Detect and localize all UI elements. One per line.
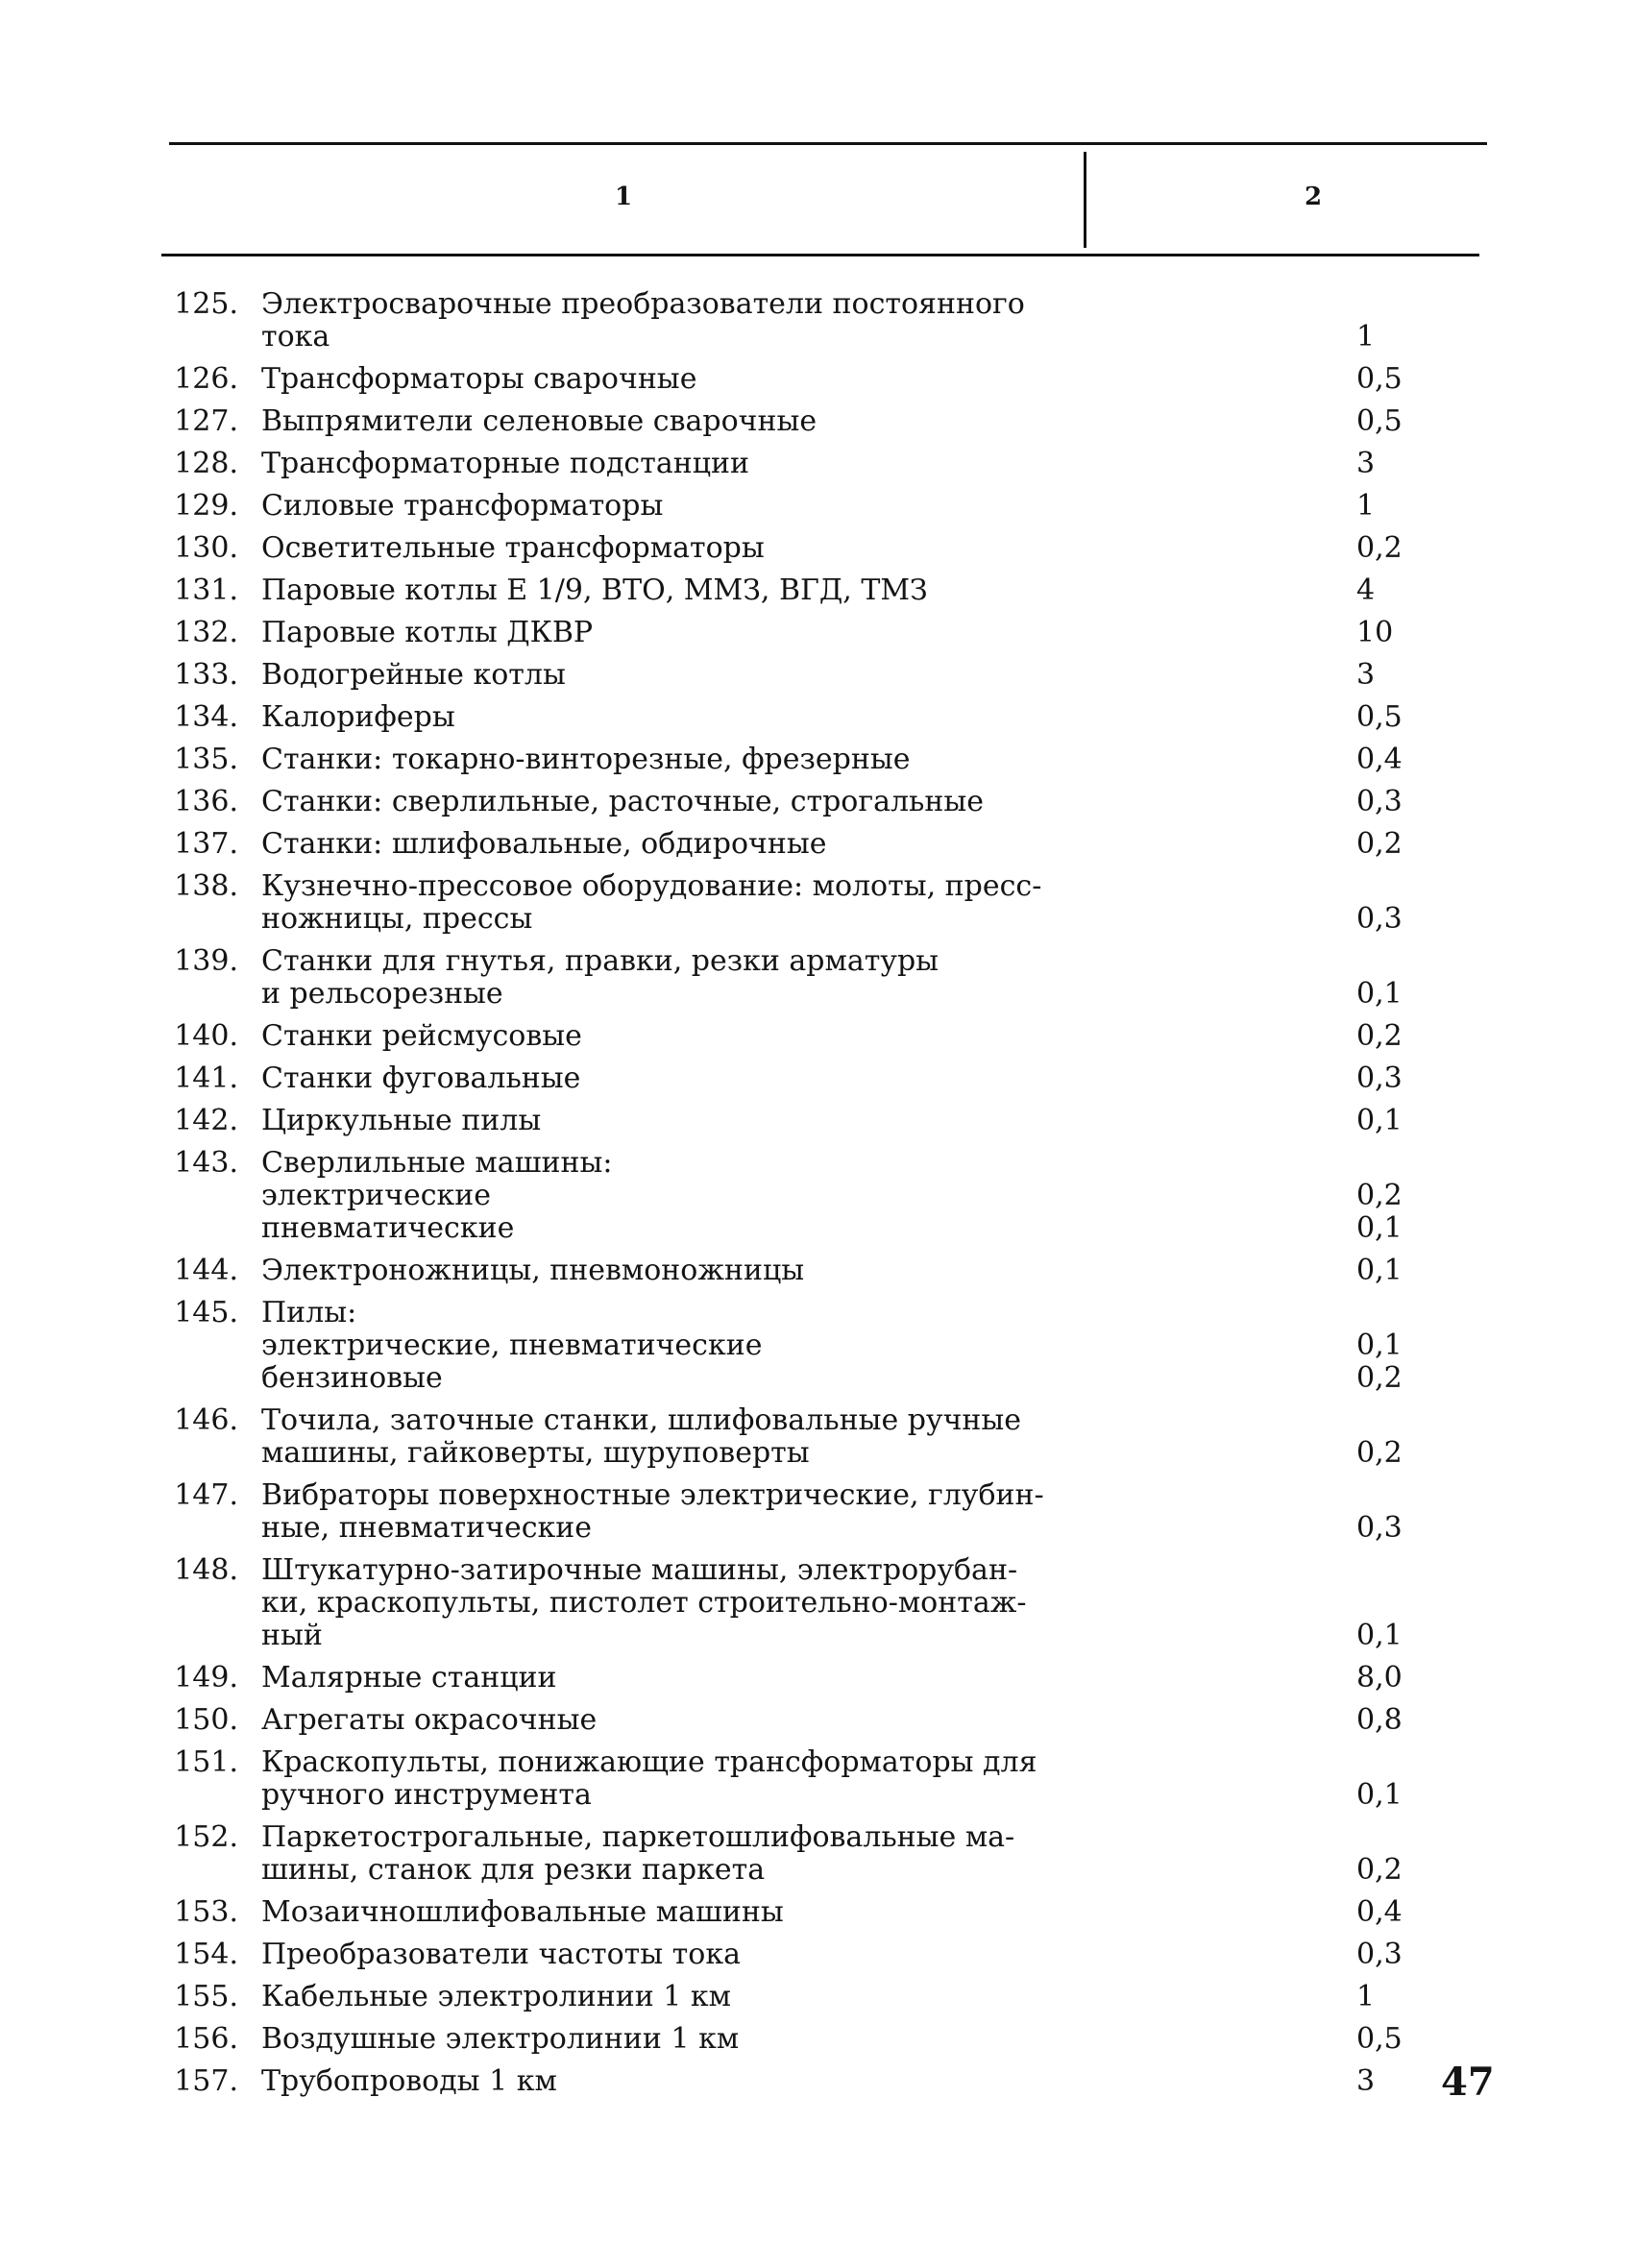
- description-text: Точила, заточные станки, шлифовальные ручные: [261, 1403, 1022, 1437]
- item-description: [261, 1403, 1403, 1470]
- item-number: 142.: [174, 1104, 238, 1137]
- description-text: машины, гайковерты, шуруповерты: [261, 1436, 810, 1470]
- norm-value: 0,1: [1356, 1254, 1403, 1287]
- table-row: [161, 1980, 1376, 2023]
- norm-value: 0,2: [1356, 1361, 1403, 1395]
- description-text: шины, станок для резки паркета: [261, 1853, 766, 1887]
- column-header-1: 1: [615, 183, 633, 211]
- description-line: [261, 1661, 1403, 1695]
- item-number: 132.: [174, 616, 238, 649]
- item-description: [261, 1938, 1403, 1971]
- description-text: Трансформаторные подстанции: [261, 447, 749, 480]
- description-line: [261, 1479, 1222, 1512]
- norm-value: 1: [1356, 1980, 1376, 2013]
- description-line: [261, 1938, 1403, 1971]
- description-text: Электроножницы, пневмоножницы: [261, 1254, 805, 1287]
- description-line: [261, 1147, 1222, 1180]
- description-text: Станки: шлифовальные, обдирочные: [261, 827, 827, 861]
- item-description: [261, 531, 1403, 565]
- description-text: Трубопроводы 1 км: [261, 2064, 557, 2098]
- item-description: [261, 489, 1376, 523]
- description-line: [261, 1821, 1222, 1854]
- item-number: 131.: [174, 573, 238, 607]
- description-line: [261, 658, 1376, 692]
- item-description: [261, 658, 1376, 692]
- item-description: [261, 1296, 1403, 1395]
- item-description: [261, 869, 1403, 936]
- item-number: 156.: [174, 2022, 238, 2056]
- table-row: [161, 2022, 1403, 2065]
- table-row: [161, 1403, 1403, 1479]
- norm-value: 0,8: [1356, 1703, 1403, 1737]
- description-line: [261, 902, 1403, 936]
- description-line: [261, 1211, 1403, 1245]
- item-number: 155.: [174, 1980, 238, 2013]
- description-line: [261, 447, 1376, 480]
- norm-value: 0,1: [1356, 1619, 1403, 1652]
- description-line: [261, 1619, 1403, 1652]
- table-row: [161, 1146, 1403, 1255]
- description-text: тока: [261, 320, 330, 354]
- norm-value: 0,5: [1356, 404, 1403, 438]
- table-row: [161, 1254, 1403, 1297]
- description-text: Станки фуговальные: [261, 1061, 581, 1095]
- table-row: [161, 531, 1403, 574]
- description-line: [261, 743, 1403, 776]
- description-text: Кабельные электролинии 1 км: [261, 1980, 731, 2013]
- norm-value: 0,2: [1356, 1853, 1403, 1887]
- description-text: Станки для гнутья, правки, резки арматуры: [261, 944, 940, 978]
- description-text: Циркульные пилы: [261, 1104, 542, 1137]
- table-row: [161, 1703, 1403, 1746]
- table-row: [161, 404, 1403, 448]
- description-line: [261, 531, 1403, 565]
- norm-value: 0,1: [1356, 1211, 1403, 1245]
- norm-value: 0,5: [1356, 2022, 1403, 2056]
- item-description: [261, 1146, 1403, 1245]
- item-number: 127.: [174, 404, 238, 438]
- item-description: [261, 1895, 1403, 1929]
- description-line: [261, 1361, 1403, 1395]
- item-description: [261, 616, 1394, 649]
- norm-value: 0,4: [1356, 1895, 1403, 1929]
- table-row: [161, 287, 1376, 363]
- item-description: [261, 2022, 1403, 2056]
- item-description: [261, 1061, 1403, 1095]
- description-line: [261, 977, 1403, 1011]
- norm-value: 3: [1356, 2064, 1376, 2098]
- table-row: [161, 1296, 1403, 1404]
- item-number: 134.: [174, 700, 238, 734]
- description-text: Станки: токарно-винторезные, фрезерные: [261, 743, 911, 776]
- item-number: 157.: [174, 2064, 238, 2098]
- item-number: 149.: [174, 1661, 238, 1695]
- table-row: [161, 1478, 1403, 1554]
- description-line: [261, 1104, 1403, 1137]
- table-header-divider: [1084, 152, 1086, 248]
- item-number: 128.: [174, 447, 238, 480]
- table-row: [161, 1820, 1403, 1896]
- table-row: [161, 1019, 1403, 1062]
- table-row: [161, 573, 1376, 617]
- norm-value: 0,3: [1356, 1511, 1403, 1545]
- table-row: [161, 785, 1403, 828]
- table-row: [161, 1661, 1403, 1704]
- norm-value: 0,2: [1356, 1179, 1403, 1212]
- table-row: [161, 1938, 1403, 1981]
- norm-value: 8,0: [1356, 1661, 1403, 1695]
- item-number: 144.: [174, 1254, 238, 1287]
- description-text: Краскопульты, понижающие трансформаторы для: [261, 1745, 1037, 1779]
- item-description: [261, 743, 1403, 776]
- description-text: ные, пневматические: [261, 1511, 593, 1545]
- norm-value: 0,5: [1356, 700, 1403, 734]
- item-description: [261, 2064, 1376, 2098]
- norm-value: 0,3: [1356, 1061, 1403, 1095]
- description-text: Станки: сверлильные, расточные, строгальные: [261, 785, 984, 818]
- description-line: [261, 1587, 1222, 1620]
- table-row: [161, 1745, 1403, 1821]
- description-text: Паровые котлы ДКВР: [261, 616, 594, 649]
- norm-value: 0,3: [1356, 1938, 1403, 1971]
- description-text: Осветительные трансформаторы: [261, 531, 765, 565]
- item-description: [261, 1980, 1376, 2013]
- description-line: [261, 785, 1403, 818]
- item-description: [261, 447, 1376, 480]
- item-description: [261, 404, 1403, 438]
- description-line: [261, 1554, 1222, 1587]
- description-line: [261, 1853, 1403, 1887]
- description-text: ножницы, прессы: [261, 902, 533, 936]
- item-number: 146.: [174, 1403, 238, 1437]
- description-line: [261, 1746, 1222, 1779]
- item-description: [261, 700, 1403, 734]
- item-description: [261, 362, 1403, 396]
- table-row: [161, 869, 1403, 945]
- description-text: ки, краскопульты, пистолет строительно-монтаж-: [261, 1586, 1027, 1620]
- norm-value: 0,1: [1356, 1778, 1403, 1812]
- norm-value: 3: [1356, 447, 1376, 480]
- table-row: [161, 2064, 1376, 2108]
- item-number: 143.: [174, 1146, 238, 1180]
- description-text: Паркетострогальные, паркетошлифовальные ма-: [261, 1820, 1015, 1854]
- description-line: [261, 362, 1403, 396]
- item-number: 139.: [174, 944, 238, 978]
- table-row: [161, 489, 1376, 532]
- item-number: 154.: [174, 1938, 238, 1971]
- item-number: 147.: [174, 1478, 238, 1512]
- norm-value: 0,2: [1356, 827, 1403, 861]
- table-row: [161, 447, 1376, 490]
- table-row: [161, 944, 1403, 1020]
- description-line: [261, 1179, 1403, 1212]
- description-line: [261, 573, 1376, 607]
- description-text: бензиновые: [261, 1361, 443, 1395]
- description-text: Трансформаторы сварочные: [261, 362, 697, 396]
- norm-value: 10: [1356, 616, 1394, 649]
- description-text: Станки рейсмусовые: [261, 1019, 582, 1053]
- norm-value: 0,1: [1356, 977, 1403, 1011]
- item-number: 136.: [174, 785, 238, 818]
- norm-value: 0,2: [1356, 531, 1403, 565]
- description-line: [261, 288, 1222, 321]
- norm-value: 1: [1356, 320, 1376, 354]
- description-text: электрические: [261, 1179, 492, 1212]
- item-description: [261, 827, 1403, 861]
- item-number: 137.: [174, 827, 238, 861]
- item-number: 140.: [174, 1019, 238, 1053]
- table-row: [161, 658, 1376, 701]
- description-text: Пилы:: [261, 1296, 357, 1329]
- table-header-bottom-rule: [161, 254, 1479, 256]
- description-text: пневматические: [261, 1211, 515, 1245]
- norm-value: 0,4: [1356, 743, 1403, 776]
- description-line: [261, 1297, 1222, 1329]
- item-number: 125.: [174, 287, 238, 321]
- norm-value: 0,2: [1356, 1019, 1403, 1053]
- norm-value: 4: [1356, 573, 1376, 607]
- table-row: [161, 1895, 1403, 1939]
- item-description: [261, 1703, 1403, 1737]
- table-row: [161, 827, 1403, 870]
- description-line: [261, 320, 1376, 354]
- table-row: [161, 1553, 1403, 1662]
- description-text: ный: [261, 1619, 323, 1652]
- description-line: [261, 1980, 1376, 2013]
- description-text: Калориферы: [261, 700, 455, 734]
- description-line: [261, 2022, 1403, 2056]
- item-number: 145.: [174, 1296, 238, 1329]
- item-description: [261, 785, 1403, 818]
- norm-value: 0,1: [1356, 1329, 1403, 1362]
- description-line: [261, 404, 1403, 438]
- table-body: [161, 287, 1403, 2108]
- table-row: [161, 1104, 1403, 1147]
- description-text: Силовые трансформаторы: [261, 489, 664, 523]
- description-text: Вибраторы поверхностные электрические, глубин-: [261, 1478, 1044, 1512]
- description-line: [261, 1404, 1222, 1437]
- item-number: 150.: [174, 1703, 238, 1737]
- description-text: Агрегаты окрасочные: [261, 1703, 598, 1737]
- description-text: Преобразователи частоты тока: [261, 1938, 741, 1971]
- description-line: [261, 1511, 1403, 1545]
- item-number: 153.: [174, 1895, 238, 1929]
- description-text: ручного инструмента: [261, 1778, 592, 1812]
- item-description: [261, 1478, 1403, 1545]
- description-line: [261, 1061, 1403, 1095]
- item-description: [261, 1745, 1403, 1812]
- item-number: 141.: [174, 1061, 238, 1095]
- description-text: Кузнечно-прессовое оборудование: молоты, пресс-: [261, 869, 1042, 903]
- table-row: [161, 743, 1403, 786]
- table-row: [161, 616, 1394, 659]
- description-text: Паровые котлы Е 1/9, ВТО, ММЗ, ВГД, ТМЗ: [261, 573, 928, 607]
- description-line: [261, 1703, 1403, 1737]
- column-header-2: 2: [1305, 183, 1323, 211]
- description-line: [261, 489, 1376, 523]
- item-number: 129.: [174, 489, 238, 523]
- item-description: [261, 287, 1376, 354]
- norm-value: 0,2: [1356, 1436, 1403, 1470]
- item-number: 126.: [174, 362, 238, 396]
- description-line: [261, 700, 1403, 734]
- norm-value: 0,5: [1356, 362, 1403, 396]
- description-text: Водогрейные котлы: [261, 658, 566, 692]
- description-line: [261, 827, 1403, 861]
- description-line: [261, 1436, 1403, 1470]
- description-text: Сверлильные машины:: [261, 1146, 613, 1180]
- page-number: 47: [1441, 2060, 1495, 2105]
- item-number: 151.: [174, 1745, 238, 1779]
- norm-value: 0,3: [1356, 902, 1403, 936]
- item-description: [261, 1820, 1403, 1887]
- description-line: [261, 1778, 1403, 1812]
- table-top-rule: [169, 142, 1487, 145]
- description-text: и рельсорезные: [261, 977, 503, 1011]
- description-line: [261, 1019, 1403, 1053]
- table-row: [161, 1061, 1403, 1105]
- description-line: [261, 1895, 1403, 1929]
- description-line: [261, 945, 1222, 978]
- description-text: Штукатурно-затирочные машины, электрорубан-: [261, 1553, 1018, 1587]
- item-number: 135.: [174, 743, 238, 776]
- item-description: [261, 1104, 1403, 1137]
- item-number: 138.: [174, 869, 238, 903]
- item-description: [261, 573, 1376, 607]
- description-line: [261, 870, 1222, 903]
- description-line: [261, 1329, 1403, 1362]
- description-line: [261, 616, 1394, 649]
- description-line: [261, 2064, 1376, 2098]
- item-number: 133.: [174, 658, 238, 692]
- description-text: Мозаичношлифовальные машины: [261, 1895, 784, 1929]
- table-row: [161, 700, 1403, 744]
- item-description: [261, 1553, 1403, 1652]
- item-description: [261, 1019, 1403, 1053]
- description-text: Воздушные электролинии 1 км: [261, 2022, 740, 2056]
- item-number: 152.: [174, 1820, 238, 1854]
- description-text: Выпрямители селеновые сварочные: [261, 404, 818, 438]
- norm-value: 0,1: [1356, 1104, 1403, 1137]
- description-text: Малярные станции: [261, 1661, 557, 1695]
- item-number: 130.: [174, 531, 238, 565]
- norm-value: 1: [1356, 489, 1376, 523]
- item-description: [261, 1254, 1403, 1287]
- item-description: [261, 1661, 1403, 1695]
- table-row: [161, 362, 1403, 405]
- item-description: [261, 944, 1403, 1011]
- description-line: [261, 1254, 1403, 1287]
- item-number: 148.: [174, 1553, 238, 1587]
- norm-value: 0,3: [1356, 785, 1403, 818]
- description-text: Электросварочные преобразователи постоянного: [261, 287, 1025, 321]
- description-text: электрические, пневматические: [261, 1329, 763, 1362]
- norm-value: 3: [1356, 658, 1376, 692]
